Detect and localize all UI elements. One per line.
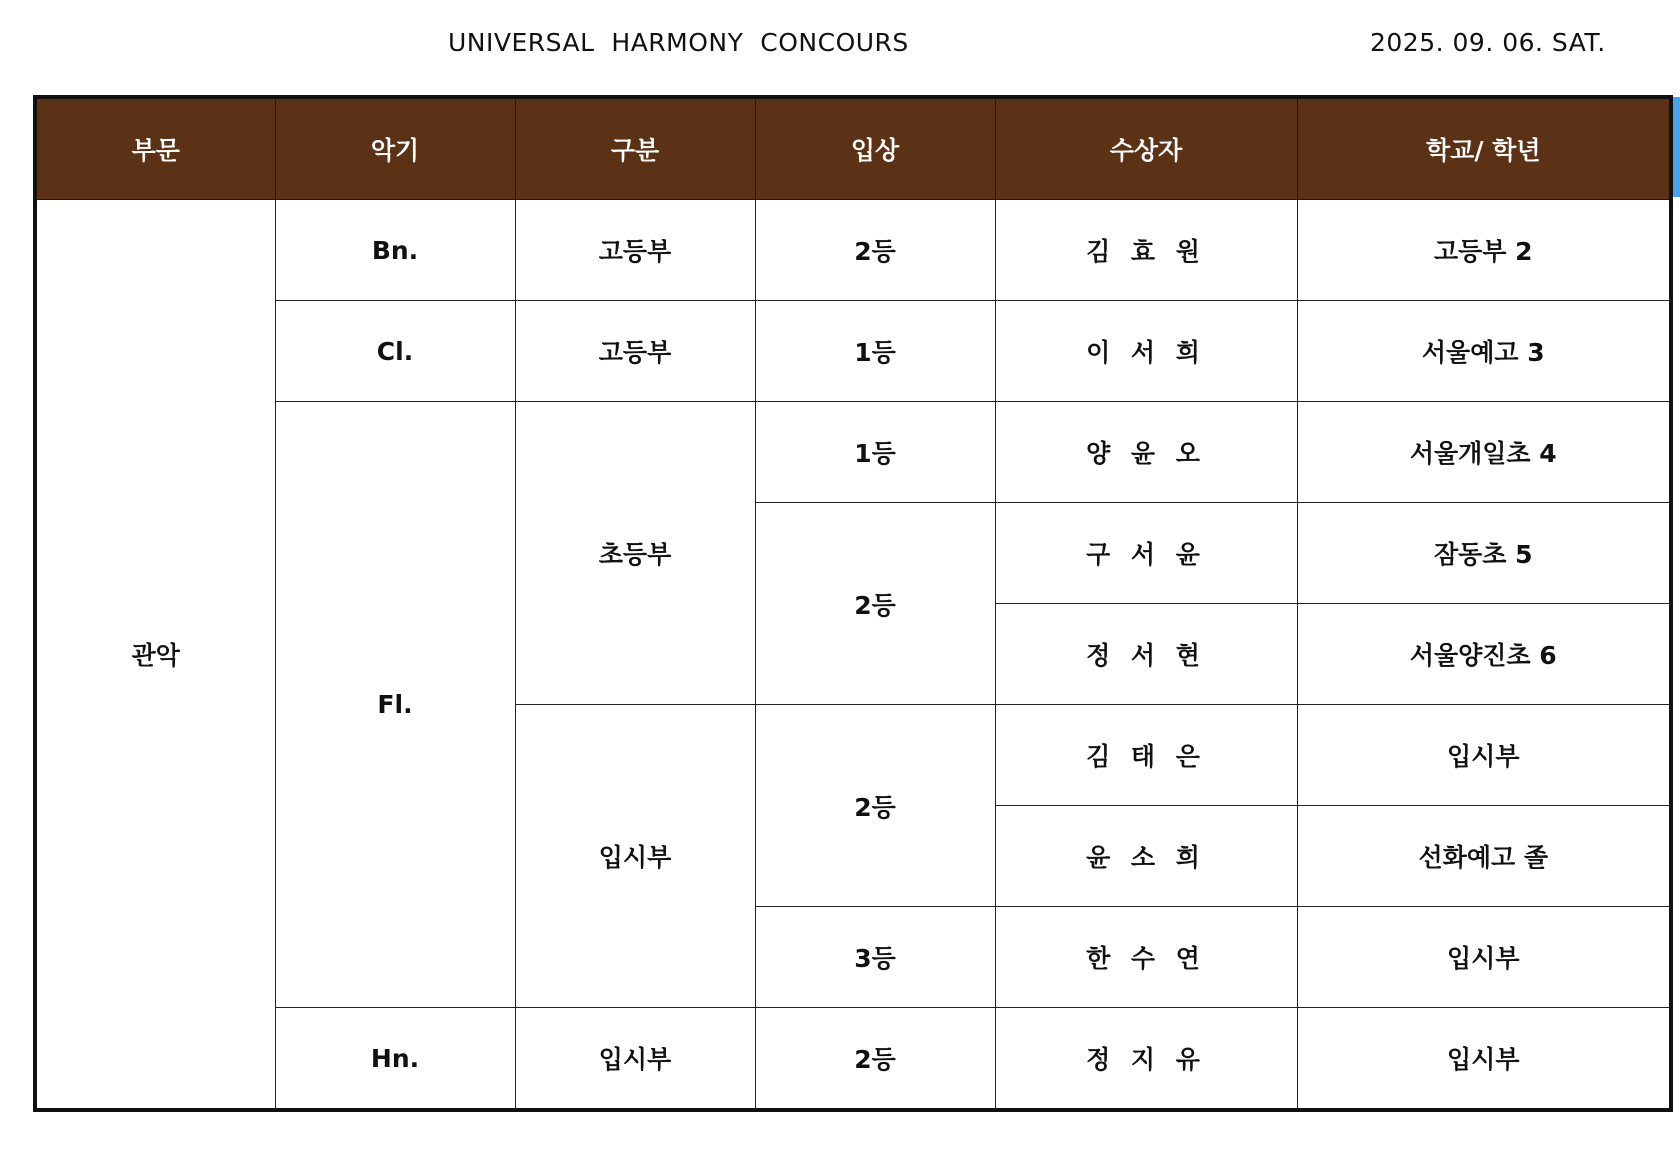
winner-name: 구 서 윤 [1086,540,1206,569]
school-cell: 입시부 [1297,907,1671,1008]
category-cell: 고등부 [515,200,755,301]
winner-cell [995,200,1297,301]
division-cell: 관악 [35,200,275,1111]
column-header-winner: 수상자 [995,97,1297,200]
column-header-award: 입상 [755,97,995,200]
winner-name: 김 태 은 [1086,742,1206,771]
winner-name: 한 수 연 [1086,944,1206,973]
award-cell: 2등 [755,1008,995,1111]
document-title: UNIVERSAL HARMONY CONCOURS [448,28,909,57]
school-cell: 서울양진초 6 [1297,604,1671,705]
table-row [35,200,1671,301]
school-cell: 잠동초 5 [1297,503,1671,604]
event-date: 2025. 09. 06. SAT. [1370,28,1606,57]
category-cell: 초등부 [515,402,755,705]
winner-name: 양 윤 오 [1086,439,1206,468]
winner-cell [995,806,1297,907]
category-cell: 고등부 [515,301,755,402]
school-cell: 선화예고 졸 [1297,806,1671,907]
table-row [35,402,1671,503]
school-cell: 입시부 [1297,1008,1671,1111]
results-table [33,95,1673,1112]
table-row [35,301,1671,402]
award-cell: 2등 [755,200,995,301]
column-header-division: 부문 [35,97,275,200]
column-header-category: 구분 [515,97,755,200]
winner-cell [995,705,1297,806]
school-cell: 입시부 [1297,705,1671,806]
winner-name: 김 효 원 [1086,237,1206,266]
instrument-cell: Hn. [275,1008,515,1111]
award-cell: 1등 [755,402,995,503]
winner-cell [995,907,1297,1008]
winner-cell [995,503,1297,604]
instrument-cell: Cl. [275,301,515,402]
category-cell: 입시부 [515,705,755,1008]
school-cell: 고등부 2 [1297,200,1671,301]
accent-bar [1672,97,1680,197]
category-cell: 입시부 [515,1008,755,1111]
award-cell: 3등 [755,907,995,1008]
award-cell: 2등 [755,503,995,705]
table-row [35,1008,1671,1111]
table-header-row [35,97,1671,200]
instrument-cell: Bn. [275,200,515,301]
winner-name: 윤 소 희 [1086,843,1206,872]
winner-cell [995,604,1297,705]
school-cell: 서울개일초 4 [1297,402,1671,503]
school-cell: 서울예고 3 [1297,301,1671,402]
column-header-instrument: 악기 [275,97,515,200]
award-cell: 2등 [755,705,995,907]
winner-cell [995,301,1297,402]
winner-cell [995,402,1297,503]
winner-name: 정 서 현 [1086,641,1206,670]
winner-cell [995,1008,1297,1111]
award-cell: 1등 [755,301,995,402]
winner-name: 이 서 희 [1086,338,1206,367]
instrument-cell: Fl. [275,402,515,1008]
column-header-school-grade: 학교/ 학년 [1297,97,1671,200]
winner-name: 정 지 유 [1086,1045,1206,1074]
